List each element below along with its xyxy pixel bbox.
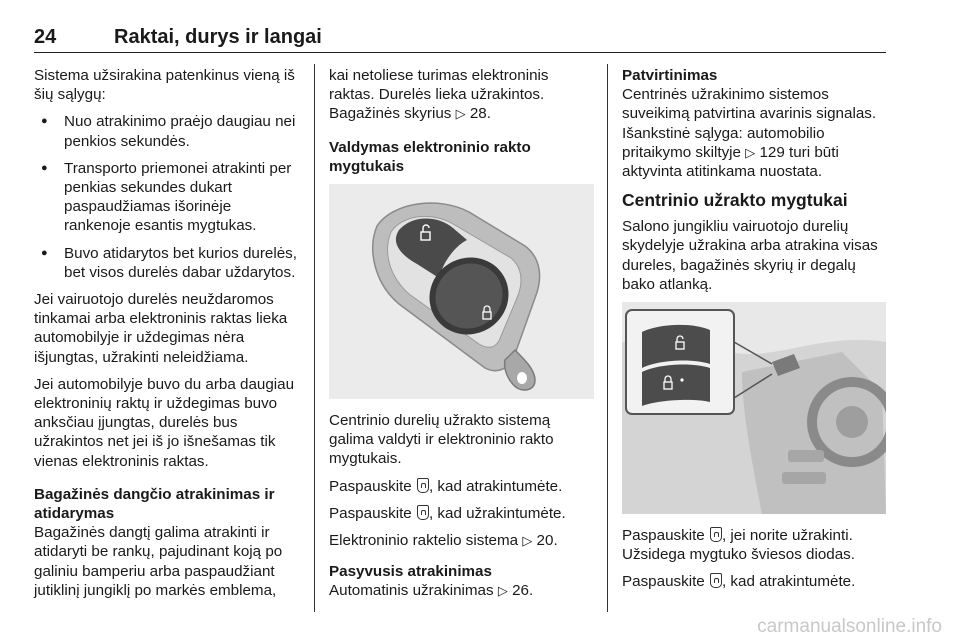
list-item: ● Transporto priemonei atrakinti per penkias sekundes dukart paspaudžiamas išorinėje rankenoje esantis mygtukas. (34, 159, 300, 236)
paragraph-text: , kad atrakintumėte. (428, 477, 563, 495)
paragraph-text: Automatinis užrakinimas (329, 582, 498, 600)
bullet-list (34, 112, 300, 282)
watermark: carmanualsonline.info (757, 616, 942, 637)
paragraph (329, 581, 594, 600)
paragraph-text: turi būti aktyvinta atitinkama nuostata. (622, 143, 839, 181)
paragraph-text: Užsidega mygtuko šviesos diodas. (622, 546, 855, 564)
paragraph-text: kai netoliese turimas elektroninis raktas. Durelės lieka užrakintos. (329, 67, 549, 104)
paragraph-text: , jei norite užrakinti. (721, 527, 853, 545)
paragraph-text: Centrinės užrakinimo sistemos suveikimą patvirtina avarinis signalas. Išankstinė sąlyga: automobilio pritaikymo skiltyje (622, 86, 877, 161)
paragraph-text: , kad atrakintumėte. (721, 573, 856, 591)
paragraph: Salono jungikliu vairuotojo durelių skydelyje užrakina arba atrakina visas dureles, bagažinės skyrių ir degalų bako atlanką. (622, 218, 878, 293)
paragraph-text: , kad užrakintumėte. (428, 504, 566, 522)
page-number: 24 (34, 26, 57, 48)
unlock-icon (710, 573, 722, 588)
paragraph-text: Bagažinės skyrius (329, 105, 456, 123)
paragraph (329, 66, 594, 124)
paragraph: Centrinio durelių užrakto sistemą galima valdyti ir elektroninio rakto mygtukais. (329, 412, 554, 468)
section-heading: Patvirtinimas (622, 67, 718, 84)
paragraph-text: Paspauskite (622, 527, 709, 545)
paragraph (329, 477, 594, 496)
paragraph: Jei automobilyje buvo du arba daugiau elektroninių raktų ir uždegimas buvo anksčiau įjungtas, durelės bus užrakintos net jei iš jo išnešamas tik vienas elektroninis raktas. (34, 375, 295, 470)
page-header (34, 26, 886, 53)
column-divider (607, 64, 608, 612)
paragraph-text: Paspauskite (329, 504, 416, 522)
section-heading: Bagažinės dangčio atrakinimas ir atidarymas (34, 485, 275, 523)
list-item: ● Nuo atrakinimo praėjo daugiau nei penkios sekundės. (34, 112, 300, 150)
page-reference[interactable]: 129 (759, 143, 785, 161)
paragraph: Sistema užsirakina patenkinus vieną iš šių sąlygų: (34, 67, 295, 104)
section-heading: Pasyvusis atrakinimas (329, 563, 492, 581)
page-reference[interactable]: 20. (536, 532, 558, 550)
page-reference[interactable]: 26. (512, 582, 534, 600)
paragraph (329, 504, 594, 523)
ref-arrow-icon: ▷ (497, 583, 508, 599)
column-2 (329, 66, 594, 609)
paragraph: Jei vairuotojo durelės neuždaromos tinkamai arba elektroninis raktas lieka automobilyje ir uždegimas nėra išjungtas, užrakinti neleidžiama. (34, 291, 288, 366)
page-title: Raktai, durys ir langai (114, 26, 322, 48)
paragraph (622, 526, 886, 564)
column-3 (622, 66, 886, 600)
ref-arrow-icon: ▷ (455, 106, 466, 122)
ref-arrow-icon: ▷ (745, 144, 756, 160)
unlock-icon (417, 478, 429, 493)
lock-icon (417, 505, 429, 520)
section-heading: Centrinio užrakto mygtukai (622, 190, 848, 211)
paragraph: Bagažinės dangtį galima atrakinti ir atidaryti be rankų, pajudinant koją po galiniu bamperiu arba paspaudžiant jutiklinį jungiklį po markės emblema, (34, 524, 283, 599)
paragraph (622, 85, 886, 181)
section-heading: Valdymas elektroninio rakto mygtukais (329, 138, 531, 175)
paragraph-text: Elektroninio raktelio sistema (329, 532, 523, 550)
paragraph-text: Paspauskite (622, 573, 709, 591)
lock-icon (710, 527, 722, 542)
electronic-key-illustration (329, 184, 594, 399)
list-item: ● Buvo atidarytos bet kurios durelės, bet visos durelės dabar uždarytos. (34, 244, 300, 282)
paragraph-text: Paspauskite (329, 477, 416, 495)
column-divider (314, 64, 315, 612)
paragraph (622, 572, 886, 591)
paragraph (329, 531, 594, 550)
ref-arrow-icon: ▷ (522, 533, 533, 549)
page-reference[interactable]: 28. (469, 105, 491, 123)
door-panel-illustration (622, 302, 886, 514)
column-1 (34, 66, 300, 608)
